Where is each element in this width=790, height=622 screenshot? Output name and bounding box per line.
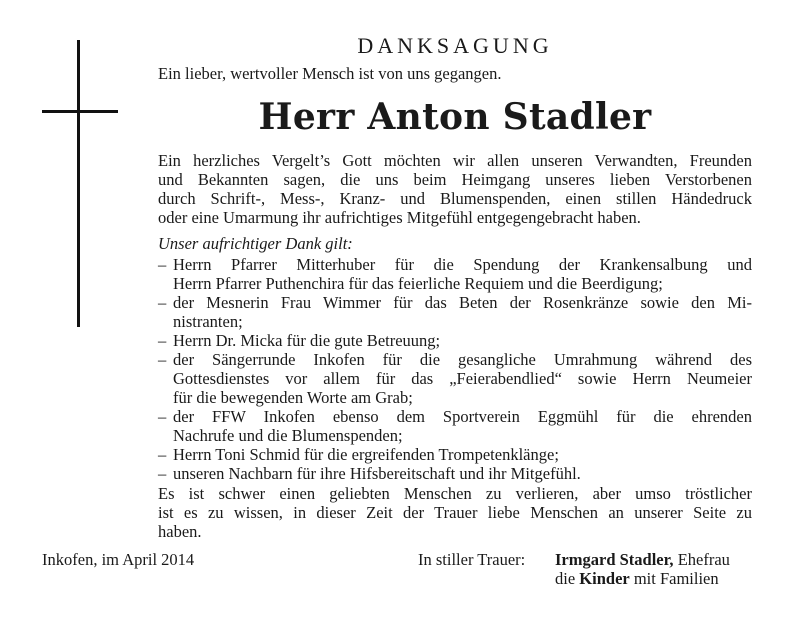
closing-line: Es ist schwer einen geliebten Menschen zu verlieren, aber umso tröstlicher <box>158 484 752 503</box>
list-item <box>158 293 752 331</box>
mourner-line <box>555 569 730 588</box>
intro-line: durch Schrift-, Mess-, Kranz- und Blumenspenden, einen stillen Händedruck <box>158 189 752 208</box>
list-item-line: Herrn Pfarrer Puthenchira für das feierliche Requiem und die Beerdigung; <box>173 274 663 293</box>
list-item <box>158 255 752 293</box>
list-item <box>158 331 752 350</box>
place-date: Inkofen, im April 2014 <box>42 550 195 569</box>
list-item-line: Nachrufe und die Blumenspenden; <box>173 426 403 445</box>
intro-paragraph <box>158 151 752 227</box>
notice-heading: DANKSAGUNG <box>357 33 553 58</box>
mourner-prefix: die <box>555 569 580 588</box>
list-item-line: – der Mesnerin Frau Wimmer für das Beten der Rosenkränze sowie den Mi- <box>173 293 752 312</box>
list-item-line: nistranten; <box>173 312 243 331</box>
mourning-label: In stiller Trauer: <box>418 550 526 569</box>
mourner-line <box>555 550 730 569</box>
thanks-list <box>158 255 752 483</box>
intro-line: und Bekannten sagen, die uns beim Heimgang unseres lieben Verstorbenen <box>158 170 752 189</box>
list-item <box>158 464 752 483</box>
mourner-name: Irmgard Stadler, <box>555 550 674 569</box>
thanks-label: Unser aufrichtiger Dank gilt: <box>158 234 353 253</box>
mourner-children: Kinder <box>579 569 630 588</box>
intro-line: Ein herzliches Vergelt’s Gott möchten wir allen unseren Verwandten, Freunden <box>158 151 752 170</box>
list-item-line: – der Sängerrunde Inkofen für die gesangliche Umrahmung während des <box>173 350 752 369</box>
list-item-line: – der FFW Inkofen ebenso dem Sportverein Eggmühl für die ehrenden <box>173 407 752 426</box>
cross-vertical-bar <box>77 40 80 327</box>
mourners-block <box>555 550 730 588</box>
notice-subtitle: Ein lieber, wertvoller Mensch ist von uns gegangen. <box>158 64 502 83</box>
list-item-line: – Herrn Toni Schmid für die ergreifenden Trompetenklänge; <box>173 445 559 464</box>
intro-line: oder eine Umarmung ihr aufrichtiges Mitgefühl entgegengebracht haben. <box>158 208 641 227</box>
list-item-line: – Herrn Dr. Micka für die gute Betreuung; <box>173 331 441 350</box>
closing-paragraph <box>158 484 752 541</box>
list-item-line: für die bewegenden Worte am Grab; <box>173 388 413 407</box>
mourner-relation: Ehefrau <box>673 550 730 569</box>
cross-horizontal-bar <box>42 110 118 113</box>
list-item <box>158 350 752 407</box>
list-item <box>158 445 752 464</box>
list-item-line: Gottesdienstes vor allem für das „Feierabendlied“ sowie Herrn Neumeier <box>173 369 752 388</box>
mourner-suffix: mit Familien <box>629 569 719 588</box>
list-item-line: – Herrn Pfarrer Mitterhuber für die Spendung der Krankensalbung und <box>173 255 752 274</box>
closing-line: haben. <box>158 522 202 541</box>
list-item <box>158 407 752 445</box>
list-item-line: – unseren Nachbarn für ihre Hifsbereitschaft und ihr Mitgefühl. <box>173 464 581 483</box>
deceased-name: Herr Anton Stadler <box>258 96 652 138</box>
closing-line: ist es zu wissen, in dieser Zeit der Trauer liebe Menschen an unserer Seite zu <box>158 503 752 522</box>
